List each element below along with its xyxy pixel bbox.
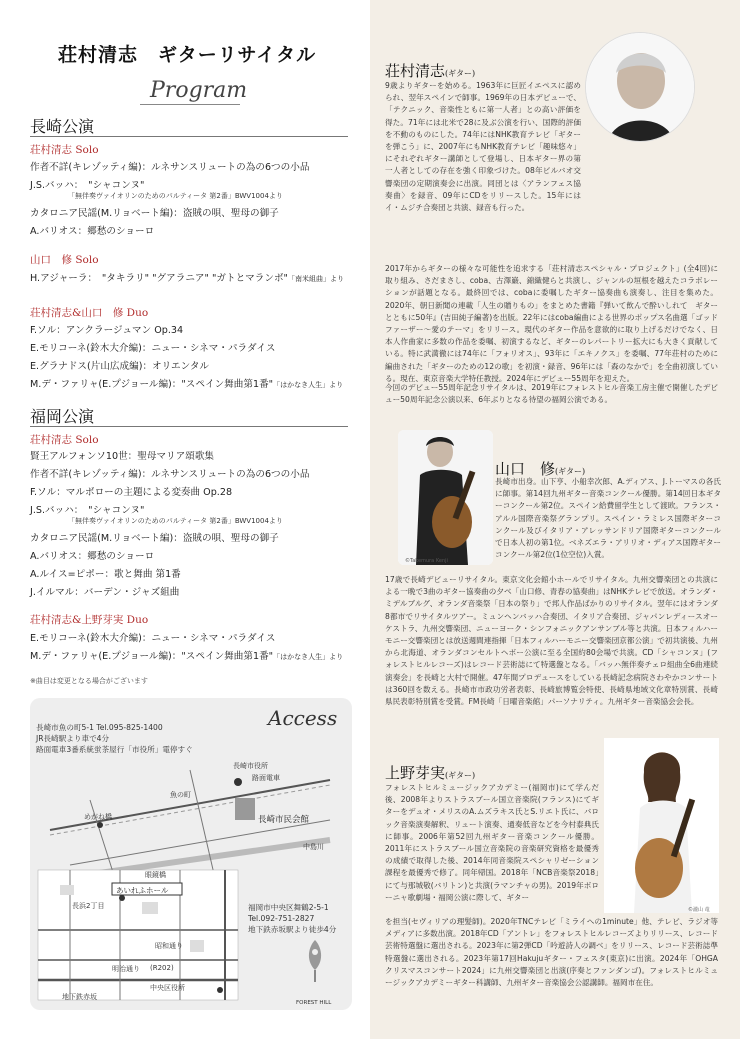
shomura-photo — [585, 32, 695, 142]
nagasaki-address-line: 路面電車3番系統蛍茶屋行「市役所」電停すぐ — [36, 745, 193, 754]
fukuoka-address-line: 地下鉄赤坂駅より徒歩4分 — [248, 925, 337, 934]
fukuoka-piece: カタロニア民謡(M.リョベート編)：盗賊の唄、聖母の御子 — [30, 533, 279, 544]
fukuoka-address-line: 福岡市中央区舞鶴2-5-1 — [248, 903, 329, 912]
access-title: Access — [268, 706, 338, 730]
yamaguchi-bio-main: 17歳で長崎デビューリサイタル。東京文化会館小ホールでリサイタル。九州交響楽団との共演による一晩で3曲のギター協奏曲の夕べ「山口修、青春の協奏曲」はNHKテレビで放送。オランダ・ミデルブルグ、オランダ音楽祭「日本の祭り」で邦人作品ばかりのリサイタル。翌年にはオランダ8都市でリサイタルツアー。ミュンヘンバッハ合奏団、イタリア合奏団、ジャパンレディースオーケストラ、九州交響楽団、ニューヨーク・シンフォニックアンサンブル等と共演。日本フィルハーモニー交響楽団とは放送週間連指揮「日本フィルハーモニー交響楽団京都公演」で初共演後、九州から北海道、オランダコンセルトヘボー公演に至る全国約80会場で共演。CD「シャコンヌ」(フォレストヒルレコーズ)はレコード芸術誌にて特選盤となる。「バッハ無伴奏チェロ組曲全6曲連続演奏会」を長崎と大村で開催。47年間プロデュースをしている長崎記念病院さわやかコンサートは360回を数える。長崎市市政功労者表彰、長崎旅博覧会特使、長崎県地域文化章特別賞、長崎県民表彰特別賞を受賞。FM長崎「日曜音楽館」パーソナリティ。九州ギター音楽協会会長。 — [385, 575, 718, 707]
nagasaki-piece: E.グラナドス(片山広成編)：オリエンタル — [30, 361, 210, 372]
shomura-bio-note: 今回のデビュー55周年記念リサイタルは、2019年にフォレストヒル音楽工房主催で開催したデビュー50周年記念公演以来、6年ぶりとなる待望の福岡公演である。 — [385, 383, 718, 405]
ueno-bio-side: フォレストヒルミュージックアカデミー(福岡市)にて学んだ後、2008年よりストラスブール国立音楽院(フランス)にてギターをデュオ・メリスのA.ムズラキス氏とS.リエト氏に、バロック音楽演奏解釈、リュート演奏、通奏低音などを今村泰典氏に師事。2006年第52回九州ギター音楽コンクール優勝。2011年にストラスブール国立音楽院の音楽研究資格を最優秀の成績で取得した後、2014年同音楽院スペシャリゼーション課程を最優秀で修了。同年帰国。2018年「NCB音楽祭2018」にて与那城敬(バリトン)と共演(ラマンチャの男)。2019年ボローニャ歌劇場・福岡公演に際して、ギター — [385, 783, 599, 902]
nagasaki-piece: M.デ・ファリャ(E.プジョール編)："スペイン舞曲第1番"「はかなき人生」より — [30, 379, 344, 390]
nagasaki-hall-marker — [235, 798, 255, 820]
nagasaki-piece: J.S.バッハ： "シャコンヌ" — [30, 180, 145, 191]
forest-hill-logo-text: FOREST HILL — [296, 1000, 332, 1006]
fukuoka-r202-label: (R202) — [150, 964, 174, 972]
nagasaki-hall-label: 長崎市民会館 — [258, 815, 310, 825]
nagasaki-performer-2: 山口 修 Solo — [30, 254, 99, 266]
access-maps — [30, 740, 352, 1010]
ueno-photo-credit: ©瀧山 竜 — [688, 907, 710, 913]
nagasaki-river-label: 中島川 — [303, 843, 324, 851]
shomura-name: 荘村清志(ギター) — [385, 62, 476, 80]
nagasaki-piece: F.ソル：アンクラージュマン Op.34 — [30, 325, 184, 336]
nagasaki-piece: A.バリオス：郷愁のショーロ — [30, 226, 155, 237]
nagasaki-uonomachi-label: 魚の町 — [170, 791, 191, 799]
nagasaki-performer-1: 荘村清志 Solo — [30, 144, 99, 156]
nagasaki-tram-stop — [234, 778, 242, 786]
fukuoka-performer-2: 荘村清志&上野芽実 Duo — [30, 614, 149, 626]
fukuoka-akasaka-label: 地下鉄赤坂 — [62, 993, 97, 1001]
nagasaki-piece-sub: 「無伴奏ヴァイオリンのためのパルティータ 第2番」BWV1004より — [68, 192, 283, 200]
fukuoka-piece: F.ソル：マルボローの主題による変奏曲 Op.28 — [30, 487, 233, 498]
nagasaki-bridge-label: 眼鏡橋 — [145, 871, 166, 879]
yamaguchi-photo — [398, 430, 493, 565]
fukuoka-hall-label: あいれふホール — [116, 886, 169, 895]
fukuoka-piece: 作者不詳(キレゾッティ編)：ルネサンスリュートの為の6つの小品 — [30, 469, 310, 480]
program-note: ※曲目は変更となる場合がございます — [30, 677, 148, 685]
nagasaki-tram-label: 路面電車 — [252, 774, 280, 782]
nagasaki-piece: 作者不詳(キレゾッティ編)：ルネサンスリュートの為の6つの小品 — [30, 162, 310, 173]
fukuoka-piece: 賢王アルフォンソ10世：聖母マリア頌歌集 — [30, 451, 215, 462]
nagasaki-address-line: JR長崎駅より車で4分 — [36, 734, 110, 743]
yamaguchi-photo-credit: ©Takemura Kenji — [405, 558, 448, 564]
nagasaki-station-label: 長崎市役所 — [233, 762, 268, 770]
page-title: 荘村清志 ギターリサイタル — [58, 44, 317, 66]
program-heading: Program — [150, 78, 248, 103]
fukuoka-piece: M.デ・ファリャ(E.プジョール編)："スペイン舞曲第1番"「はかなき人生」より — [30, 651, 344, 662]
fukuoka-showa-label: 昭和通り — [155, 942, 183, 950]
nagasaki-piece: H.アジャーラ： "タキラリ" "グアラニア" "ガトとマランボ"「南米組曲」より — [30, 273, 344, 284]
nagasaki-piece: カタロニア民謡(M.リョベート編)：盗賊の唄、聖母の御子 — [30, 208, 279, 219]
yamaguchi-name: 山口 修(ギター) — [495, 460, 586, 478]
fukuoka-piece: A.バリオス：郷愁のショーロ — [30, 551, 155, 562]
nagasaki-performer-3: 荘村清志&山口 修 Duo — [30, 307, 149, 319]
fukuoka-title: 福岡公演 — [30, 407, 95, 426]
fukuoka-piece-sub: 「無伴奏ヴァイオリンのためのパルティータ 第2番」BWV1004より — [68, 517, 283, 525]
nagasaki-address-line: 長崎市魚の町5-1 Tel.095-825-1400 — [36, 723, 163, 732]
fukuoka-nagahama-label: 長浜2丁目 — [72, 902, 105, 910]
fukuoka-piece: E.モリコーネ(鈴木大介編)：ニュー・シネマ・パラダイス — [30, 633, 276, 644]
fukuoka-address-line: Tel.092-751-2827 — [248, 914, 315, 923]
nagasaki-title: 長崎公演 — [30, 117, 95, 136]
ueno-photo — [604, 738, 719, 913]
fukuoka-performer-1: 荘村清志 Solo — [30, 434, 99, 446]
nagasaki-meganebashi-label: めがね橋 — [84, 813, 112, 821]
ueno-name: 上野芽実(ギター) — [385, 764, 476, 782]
yamaguchi-bio-side: 長崎市出身。山下亨、小船幸次郎、A.ディアス、J.トーマスの各氏に師事。第14回九州ギター音楽コンクール優勝。第14回日本ギターコンクール第2位。スペイン給費留学生として渡欧。フランス・アルル国際音楽祭グランプリ。スペイン・ラミレス国際ギターコンクール及びイタリア・アレッサンドリア国際ギターコンクールで日本人初の第1位。ベネズエラ・アリリオ・ディアス国際ギターコンクール第2位(1位空位)入賞。 — [495, 477, 721, 560]
shomura-bio-main: 2017年からギターの様々な可能性を追求する「荘村清志スペシャル・プロジェクト」(全4回)に取り組み、さだまさし、coba、古澤巌、錦織健らと共演し、ジャンルの垣根を越えたコラボレーションが話題となる。最終回では、cobaに委嘱したギター協奏曲も演奏し、注目を集めた。2020年、朝日新聞の連載「人生の贈りもの」をまとめた書籍『弾いて飲んで酔いしれて ギターとともに50年』(吉田純子編著)を出版。22年にはcoba編曲による世界のポップス名曲選「ゴッドファーザー～愛のテーマ」をリリース。現代のギター作品を意欲的に取り上げるだけでなく、日本人作曲家に多数の作品を委嘱、初演するなど、ギターのレパートリー拡大にも大きく貢献している。特に武満徹には74年に「フォリオス」、93年に「エキノクス」を委嘱、77年荘村のために編曲された「ギターのための12の歌」を初演・録音、96年には「森のなかで」を全曲初演している。現在、東京音楽大学特任教授。2024年にデビュー55周年を迎えた。 — [385, 264, 718, 383]
fukuoka-piece: J.S.バッハ： "シャコンヌ" — [30, 505, 145, 516]
shomura-bio-top: 9歳よりギターを始める。1963年に巨匠イエペスに認められ、翌年スペインで師事。1969年の日本デビューで、「テクニック、音楽性ともに第一人者」との高い評価を得た。71年には北米で28に及ぶ公演を行い、国際的評価を不動のものにした。74年にはNHK教育テレビ「ギターを弾こう」に、2007年にもNHK教育テレビ「趣味悠々」にそれぞれギター講師として登場し、日本ギター界の第一人者としての存在を強く印象づけた。08年ビルバオ交響楽団の定期演奏会に出演。同団とは〈アランフェス協奏曲〉を録音、09年にCDをリリースした。15年にはイ・ムジチ合奏団と共演、録音も行った。 — [385, 81, 581, 213]
fukuoka-meiji-label: 明治通り — [112, 965, 140, 973]
nagasaki-piece: E.モリコーネ(鈴木大介編)：ニュー・シネマ・パラダイス — [30, 343, 276, 354]
nagasaki-divider — [30, 136, 348, 137]
forest-hill-logo — [309, 940, 321, 982]
fukuoka-chuo-label: 中央区役所 — [150, 984, 185, 992]
ueno-bio-main: を担当(セヴィリアの理髪師)。2020年TNCテレビ「ミライへの1minute」他、テレビ、ラジオ等メディアに多数出演。2018年CD「アントレ」をフォレストヒルレコーズよりリリース、レコード芸術特選盤に選出される。2023年に第2弾CD「吟遊詩人の調べ」をリリース、レコード芸術誌準特選盤に選出される。2023年第17回Hakujuギター・フェスタ(東京)に出演。2024年「OHGA クリスマスコンサート2024」に九州交響楽団と出演(序奏とファンダンゴ)。フォレストヒルミュージックアカデミーギター科講師、九州ギター音楽協会公認講師。福岡市在住。 — [385, 917, 718, 988]
fukuoka-piece: J.イルマル：バーデン・ジャズ組曲 — [30, 587, 180, 598]
fukuoka-divider — [30, 426, 348, 427]
program-underline — [140, 104, 240, 105]
fukuoka-piece: A.ルイス=ピポー：歌と舞曲 第1番 — [30, 569, 181, 580]
